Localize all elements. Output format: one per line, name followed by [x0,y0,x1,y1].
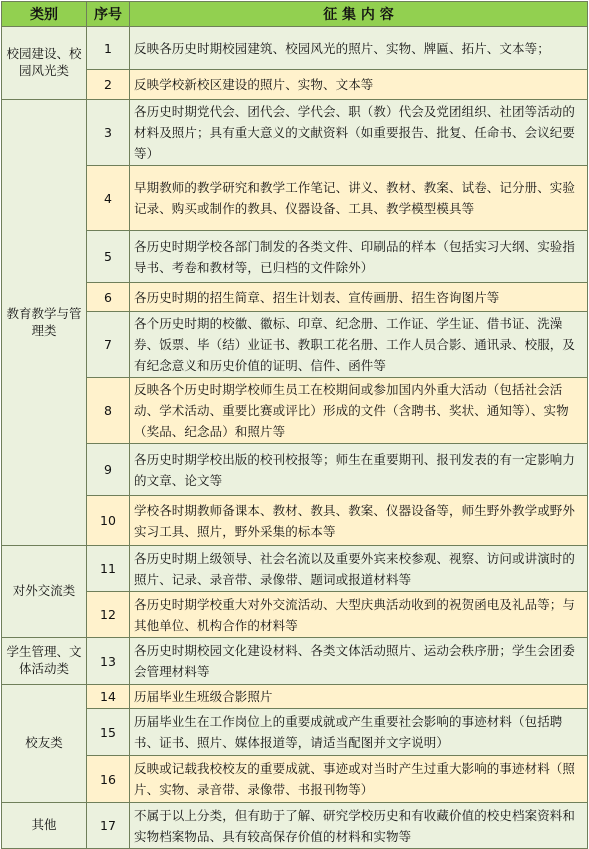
category-cell: 校园建设、校园风光类 [2,27,87,100]
row-number: 17 [87,803,130,849]
row-content: 各历史时期学校各部门制发的各类文件、印刷品的样本（包括实习大纲、实验指导书、考卷和教材等，已归档的文件除外） [130,231,588,283]
header-content: 征 集 内 容 [130,2,588,27]
row-content: 反映各个历史时期学校师生员工在校期间或参加国内外重大活动（包括社会活动、学术活动、重要比赛或评比）形成的文件（含聘书、奖状、通知等）、实物（奖品、纪念品）和照片等 [130,378,588,444]
table-row [2,709,588,756]
category-cell: 学生管理、文体活动类 [2,638,87,685]
row-number: 16 [87,756,130,803]
row-number: 9 [87,444,130,496]
table-row [2,592,588,638]
row-number: 14 [87,685,130,709]
category-cell: 对外交流类 [2,546,87,638]
table-row [2,231,588,283]
table-row [2,312,588,378]
row-content: 历届毕业生在工作岗位上的重要成就或产生重要社会影响的事迹材料（包括聘书、证书、照片、媒体报道等，请适当配图并文字说明） [130,709,588,756]
row-content: 各历史时期的招生简章、招生计划表、宣传画册、招生咨询图片等 [130,283,588,312]
row-content: 反映或记载我校校友的重要成就、事迹或对当时产生过重大影响的事迹材料（照片、实物、录音带、录像带、书报刊物等） [130,756,588,803]
row-content: 早期教师的教学研究和教学工作笔记、讲义、教材、教案、试卷、记分册、实验记录、购买或制作的教具、仪器设备、工具、教学模型模具等 [130,166,588,231]
header-row [2,2,588,27]
table-row [2,27,588,70]
table-row [2,444,588,496]
row-content: 各历史时期校园文化建设材料、各类文体活动照片、运动会秩序册；学生会团委会管理材料等 [130,638,588,685]
row-content: 各个历史时期的校徽、徽标、印章、纪念册、工作证、学生证、借书证、洗澡券、饭票、毕（结）业证书、教职工花名册、工作人员合影、通讯录、校服，及有纪念意义和历史价值的证明、信件、函件等 [130,312,588,378]
row-content: 不属于以上分类，但有助于了解、研究学校历史和有收藏价值的校史档案资料和实物档案物品、具有较高保存价值的材料和实物等 [130,803,588,849]
table-row [2,100,588,166]
row-number: 5 [87,231,130,283]
row-content: 反映学校新校区建设的照片、实物、文本等 [130,70,588,100]
row-content: 历届毕业生班级合影照片 [130,685,588,709]
table-row [2,283,588,312]
table-row [2,803,588,849]
collection-table [1,1,588,849]
table-row [2,685,588,709]
row-number: 10 [87,496,130,546]
row-number: 12 [87,592,130,638]
row-content: 各历史时期上级领导、社会名流以及重要外宾来校参观、视察、访问或讲演时的照片、记录、录音带、录像带、题词或报道材料等 [130,546,588,592]
table-row [2,378,588,444]
row-number: 8 [87,378,130,444]
category-cell: 校友类 [2,685,87,803]
table-row [2,496,588,546]
row-number: 7 [87,312,130,378]
row-number: 4 [87,166,130,231]
row-content: 学校各时期教师备课本、教材、教具、教案、仪器设备等，师生野外教学或野外实习工具、照片，野外采集的标本等 [130,496,588,546]
category-cell: 教育教学与管理类 [2,100,87,546]
table-row [2,70,588,100]
table-row [2,546,588,592]
row-number: 3 [87,100,130,166]
row-content: 各历史时期党代会、团代会、学代会、职（教）代会及党团组织、社团等活动的材料及照片；具有重大意义的文献资料（如重要报告、批复、任命书、会议纪要等） [130,100,588,166]
row-number: 11 [87,546,130,592]
row-number: 1 [87,27,130,70]
table-row [2,638,588,685]
table-row [2,166,588,231]
category-cell: 其他 [2,803,87,849]
table-row [2,756,588,803]
row-number: 2 [87,70,130,100]
row-number: 15 [87,709,130,756]
header-number: 序号 [87,2,130,27]
row-content: 反映各历史时期校园建筑、校园风光的照片、实物、牌匾、拓片、文本等； [130,27,588,70]
row-content: 各历史时期学校出版的校刊校报等；师生在重要期刊、报刊发表的有一定影响力的文章、论文等 [130,444,588,496]
header-category: 类别 [2,2,87,27]
row-content: 各历史时期学校重大对外交流活动、大型庆典活动收到的祝贺函电及礼品等；与其他单位、机构合作的材料等 [130,592,588,638]
row-number: 13 [87,638,130,685]
row-number: 6 [87,283,130,312]
